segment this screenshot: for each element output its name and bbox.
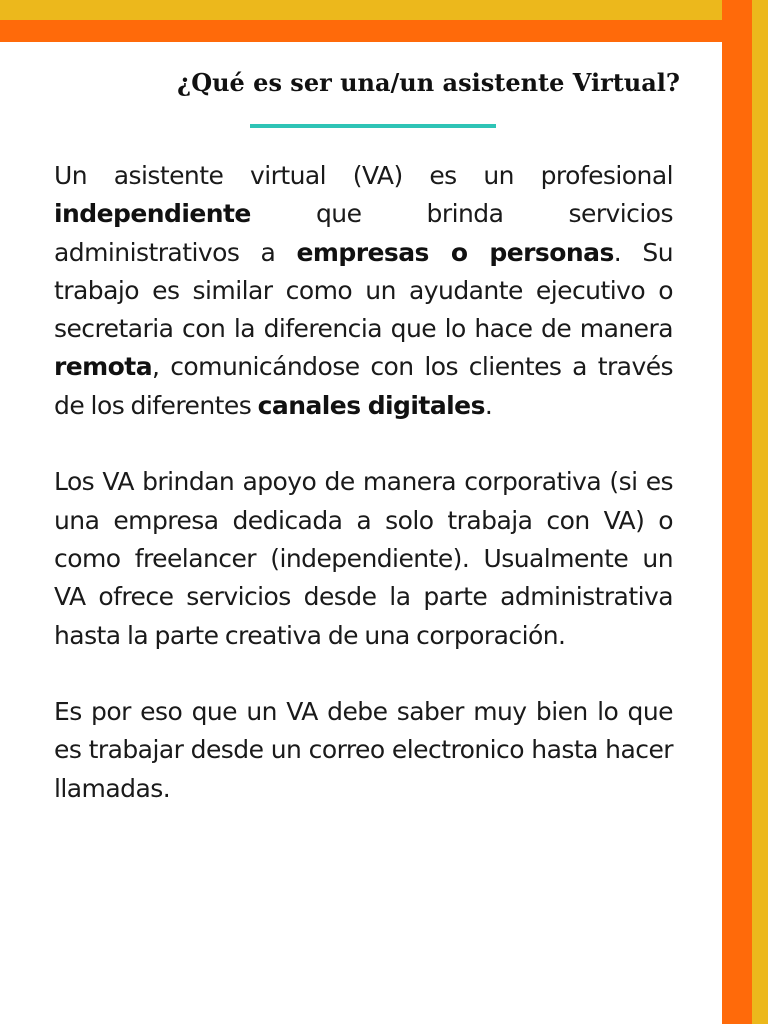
text-run: Es por eso que un VA debe saber muy bien lo que es trabajar desde un correo electronico hasta hacer llamadas. bbox=[54, 697, 673, 803]
frame-border-yellow-top bbox=[0, 0, 768, 20]
text-run: que brinda servicios administrativos a bbox=[54, 199, 673, 267]
frame-border-orange-top bbox=[0, 20, 752, 42]
text-run: Los VA brindan apoyo de manera corporativa (si es una empresa dedicada a solo trabaja con VA) o como freelancer (independiente). Usualmente un VA ofrece servicios desde la parte administrativa hasta la parte creativa de una corporación. bbox=[54, 467, 673, 650]
paragraph-skills bbox=[54, 693, 673, 808]
paragraph-definition bbox=[54, 157, 673, 425]
emphasized-text: canales digitales bbox=[257, 390, 485, 420]
text-run: . Su trabajo es similar como un ayudante ejecutivo o secretaria con la diferencia que lo hace de manera bbox=[54, 237, 673, 344]
text-run: . bbox=[484, 390, 493, 420]
body-text bbox=[54, 157, 673, 808]
emphasized-text: remota bbox=[54, 352, 153, 382]
frame-border-orange-right bbox=[722, 0, 752, 1024]
emphasized-text: empresas o personas bbox=[296, 237, 614, 267]
frame-border-yellow-right bbox=[752, 0, 768, 1024]
emphasized-text: independiente bbox=[54, 199, 251, 229]
paragraph-corporate-support bbox=[54, 463, 673, 654]
text-run: Un asistente virtual (VA) es un profesional bbox=[54, 161, 673, 190]
text-run: , comunicándose con los clientes a través de los diferentes bbox=[54, 352, 673, 420]
title-divider bbox=[250, 124, 496, 128]
page-title: ¿Qué es ser una/un asistente Virtual? bbox=[177, 68, 680, 97]
